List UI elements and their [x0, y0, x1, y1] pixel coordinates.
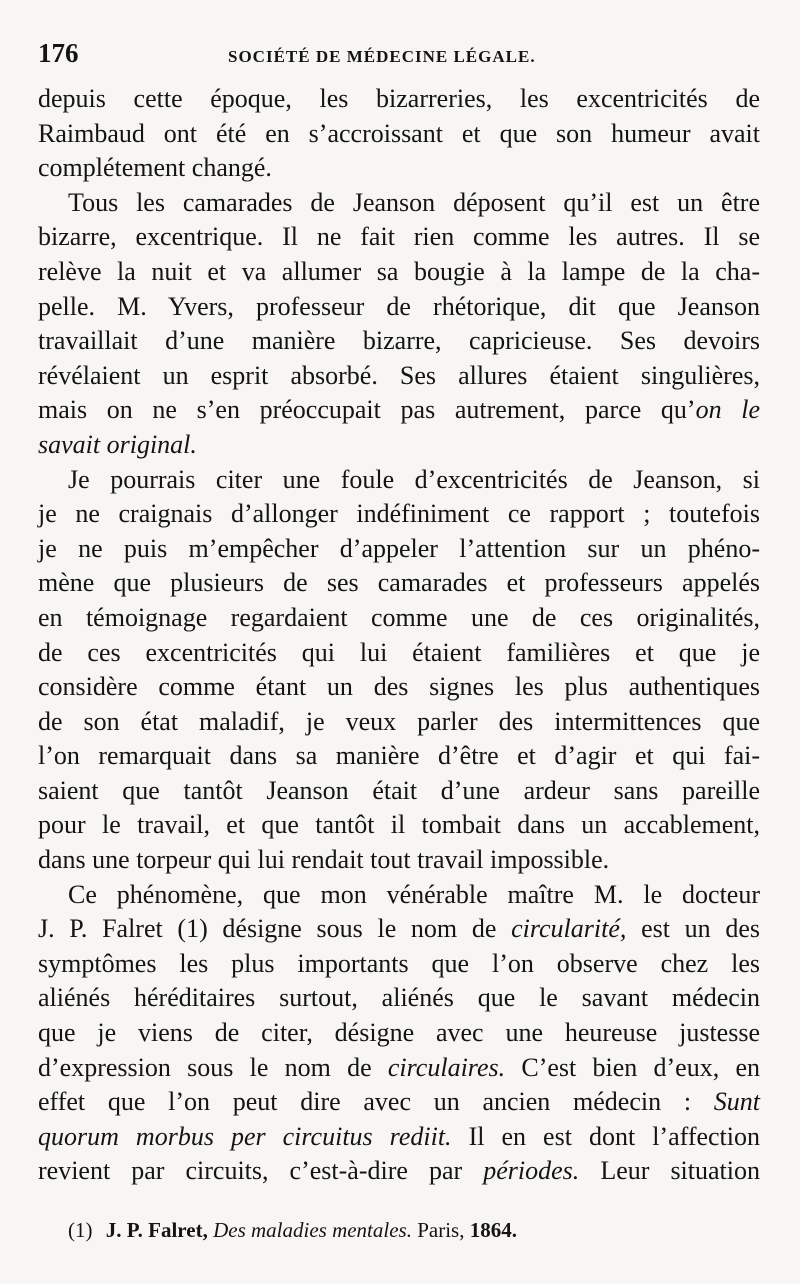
text-line: [38, 1051, 760, 1086]
text-segment: d’expression sous le nom de: [38, 1052, 388, 1082]
text-line: [38, 428, 760, 463]
footnote-place: Paris,: [417, 1218, 465, 1242]
paragraph: [38, 82, 760, 186]
text-segment: mais on ne s’en préoccupait pas autrement, parce qu’: [38, 395, 696, 425]
page-number: 176: [38, 38, 79, 68]
text-line: [38, 1085, 760, 1120]
text-line: Ce phénomène, que mon vénérable maître M. le docteur: [68, 879, 760, 909]
running-title: SOCIÉTÉ DE MÉDECINE LÉGALE.: [228, 47, 536, 66]
text-line: de ces excentricités qui lui étaient familières et que je: [38, 637, 760, 667]
text-line: relève la nuit et va allumer sa bougie à la lampe de la cha-: [38, 256, 760, 286]
footnote-author: J. P. Falret,: [105, 1218, 208, 1242]
running-head: [38, 38, 760, 82]
text-line: [38, 912, 760, 947]
text-line: [38, 393, 760, 428]
text-line: considère comme étant un des signes les plus authentiques: [38, 672, 760, 702]
text-segment: J. P. Falret (1) désigne sous le nom de: [38, 914, 512, 944]
footnote-marker: (1): [68, 1218, 93, 1242]
text-line: l’on remarquait dans sa manière d’être et d’agir et qui fai-: [38, 741, 760, 771]
text-line: aliénés héréditaires surtout, aliénés que le savant médecin: [38, 983, 760, 1013]
italic-segment: quorum morbus per circuitus rediit.: [38, 1121, 452, 1151]
text-line: bizarre, excentrique. Il ne fait rien comme les autres. Il se: [38, 222, 760, 252]
text-segment: Il en est dont l’affection: [451, 1121, 761, 1151]
text-line: depuis cette époque, les bizarreries, les excentricités de: [38, 84, 760, 113]
text-segment: effet que l’on peut dire avec un ancien médecin :: [38, 1087, 714, 1117]
text-line: de son état maladif, je veux parler des intermittences que: [38, 706, 760, 736]
text-segment: C’est bien d’eux, en: [505, 1052, 761, 1082]
text-line: en témoignage regardaient comme une de ces originalités,: [38, 602, 760, 632]
text-segment: Leur situation: [579, 1156, 760, 1186]
footnote-year: 1864.: [469, 1218, 517, 1242]
text-line: mène que plusieurs de ses camarades et professeurs appelés: [38, 568, 760, 598]
text-line: pour le travail, et que tantôt il tombait dans un accablement,: [38, 810, 760, 840]
text-line: je ne puis m’empêcher d’appeler l’attention sur un phéno-: [38, 533, 760, 563]
body-text: [38, 82, 760, 1189]
italic-segment: on le: [695, 395, 761, 425]
footnote: [68, 1218, 517, 1243]
text-line: Raimbaud ont été en s’accroissant et que son humeur avait: [38, 118, 760, 148]
text-line: pelle. M. Yvers, professeur de rhétorique, dit que Jeanson: [38, 291, 760, 321]
footnote-title: Des maladies mentales.: [213, 1218, 412, 1242]
text-line: que je viens de citer, désigne avec une heureuse justesse: [38, 1018, 760, 1048]
text-line: travaillait d’une manière bizarre, capricieuse. Ses devoirs: [38, 326, 760, 356]
text-line: dans une torpeur qui lui rendait tout travail impossible.: [38, 845, 610, 875]
text-line: symptômes les plus importants que l’on observe chez les: [38, 948, 760, 978]
text-segment: est un des: [626, 914, 760, 944]
text-line: [38, 1154, 760, 1189]
text-line: Je pourrais citer une foule d’excentricités de Jeanson, si: [68, 464, 760, 494]
paragraph: [38, 186, 760, 463]
text-line: je ne craignais d’allonger indéfiniment ce rapport ; toutefois: [38, 499, 760, 529]
italic-segment: savait original.: [38, 429, 197, 459]
text-line: Tous les camarades de Jeanson déposent qu’il est un être: [68, 187, 760, 217]
text-segment: revient par circuits, c’est-à-dire par: [38, 1156, 484, 1186]
italic-segment: périodes.: [483, 1156, 580, 1186]
italic-segment: circulaires.: [387, 1052, 506, 1082]
text-line: saient que tantôt Jeanson était d’une ardeur sans pareille: [38, 775, 760, 805]
text-line: révélaient un esprit absorbé. Ses allures étaient singulières,: [38, 360, 760, 390]
text-line: [38, 1120, 760, 1155]
text-line: complétement changé.: [38, 153, 272, 183]
paragraph: [38, 463, 760, 878]
paragraph: [38, 878, 760, 1189]
italic-segment: circularité,: [511, 914, 627, 944]
italic-segment: Sunt: [713, 1087, 760, 1117]
